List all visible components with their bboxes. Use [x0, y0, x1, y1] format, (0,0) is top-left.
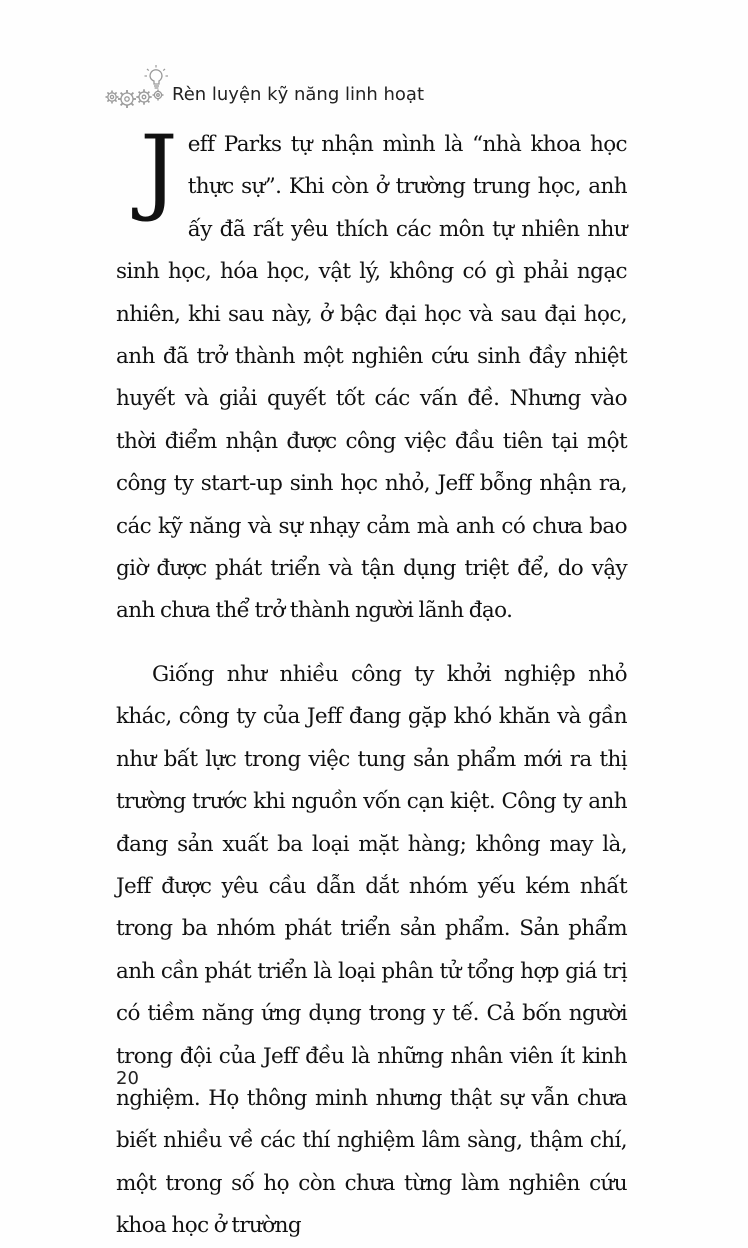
running-header [104, 64, 664, 124]
drop-cap: J [140, 116, 178, 225]
body-text [116, 116, 627, 1248]
paragraph-text: eff Parks tự nhận mình là “nhà khoa học thực sự”. Khi còn ở trường trung học, anh ấy đã rất yêu thích các môn tự nhiên như sinh học, hóa học, vật lý, không có gì phải ngạc nhiên, khi sau này, ở bậc đại học và sau đại học, anh đã trở thành một nghiên cứu sinh đầy nhiệt huyết và giải quyết tốt các vấn đề. Nhưng vào thời điểm nhận được công việc đầu tiên tại một công ty start-up sinh học nhỏ, Jeff bỗng nhận ra, các kỹ năng và sự nhạy cảm mà anh có chưa bao giờ được phát triển và tận dụng triệt để, do vậy anh chưa thể trở thành người lãnh đạo. [116, 132, 627, 624]
gears-lightbulb-icon [104, 64, 168, 116]
running-header-title: Rèn luyện kỹ năng linh hoạt [172, 84, 425, 105]
paragraph: Giống như nhiều công ty khởi nghiệp nhỏ khác, công ty của Jeff đang gặp khó khăn và gần như bất lực trong việc tung sản phẩm mới ra thị trường trước khi nguồn vốn cạn kiệt. Công ty anh đang sản xuất ba loại mặt hàng; không may là, Jeff được yêu cầu dẫn dắt nhóm yếu kém nhất trong ba nhóm phát triển sản phẩm. Sản phẩm anh cần phát triển là loại phân tử tổng hợp giá trị có tiềm năng ứng dụng trong y tế. Cả bốn người trong đội của Jeff đều là những nhân viên ít kinh nghiệm. Họ thông minh nhưng thật sự vẫn chưa biết nhiều về các thí nghiệm lâm sàng, thậm chí, một trong số họ còn chưa từng làm nghiên cứu khoa học ở trường [116, 661, 627, 1239]
paragraph [116, 116, 627, 633]
page-number: 20 [116, 1068, 139, 1089]
